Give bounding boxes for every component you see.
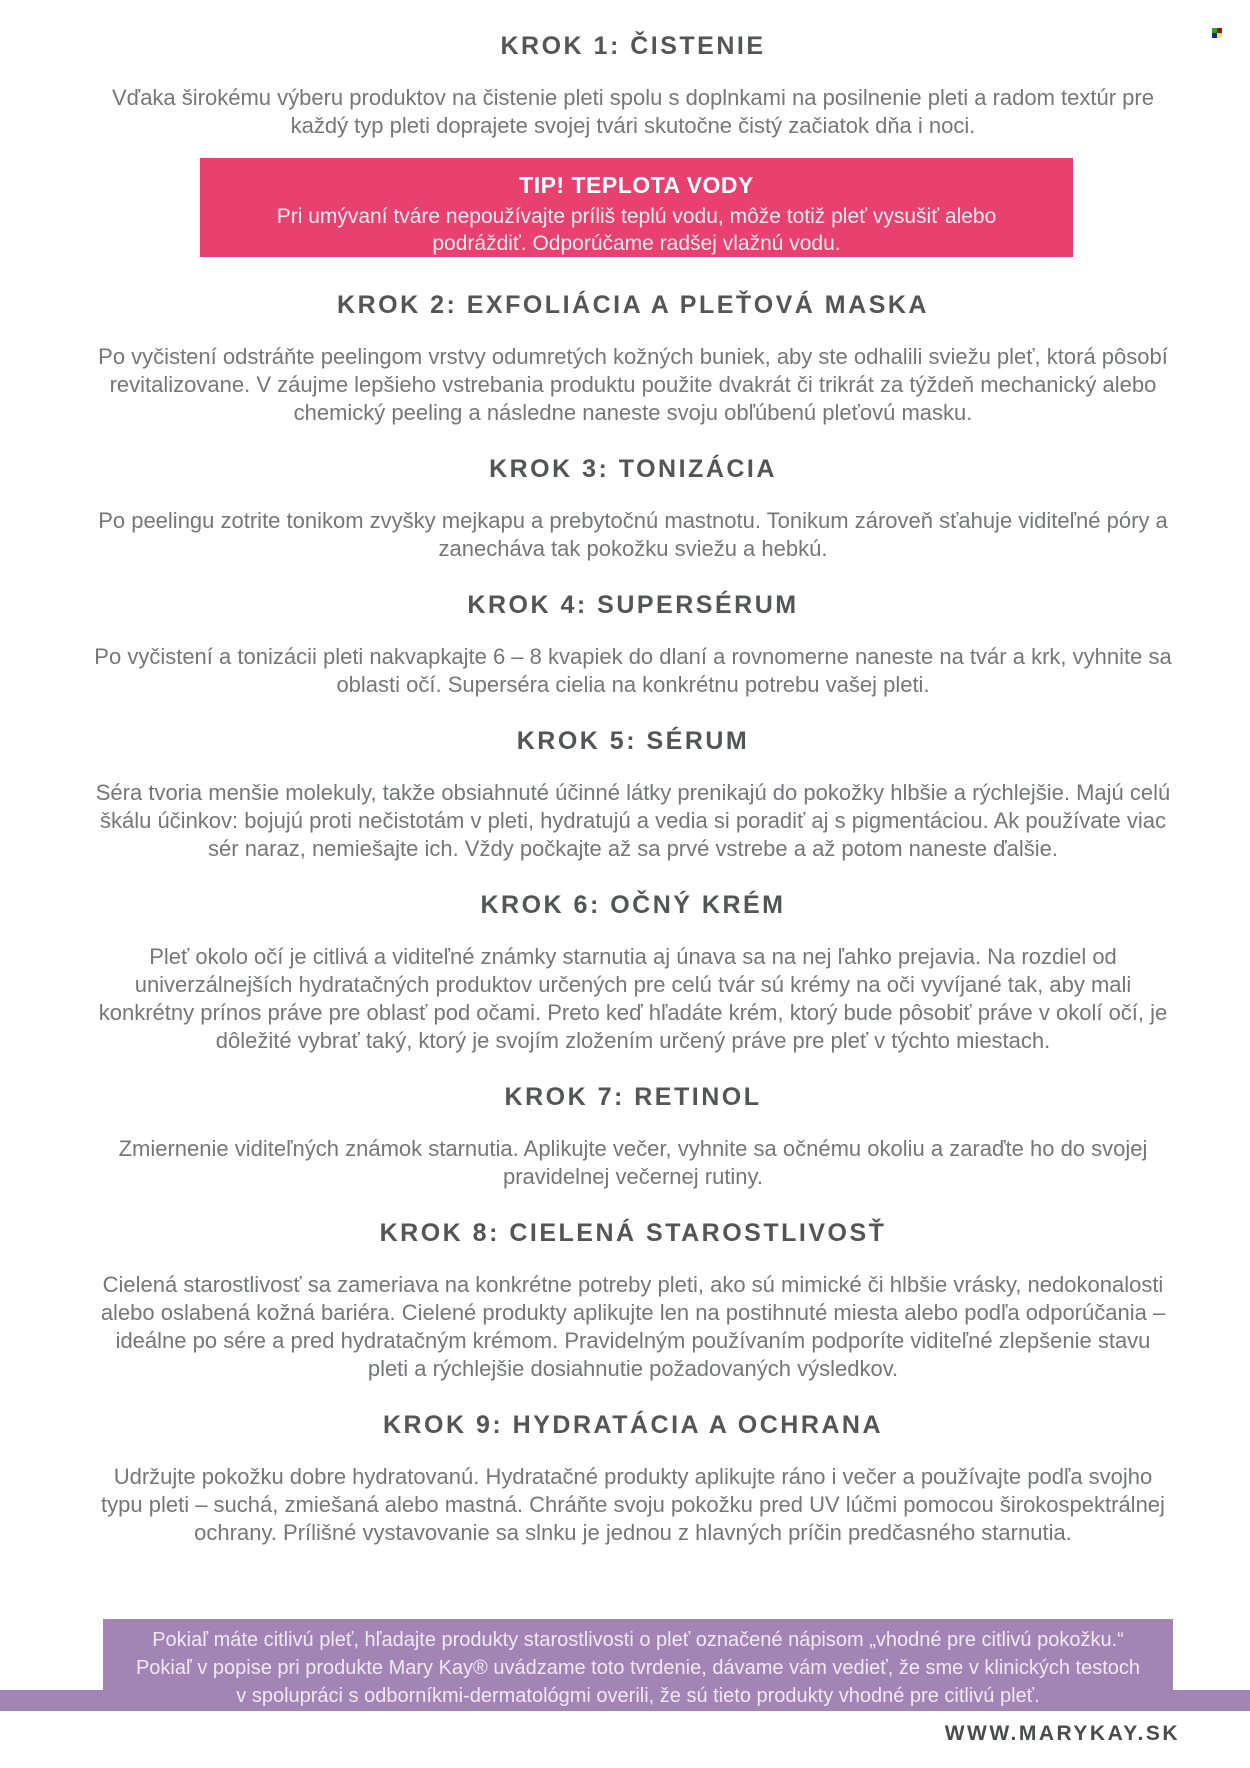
section-body-krok-6: Pleť okolo očí je citlivá a viditeľné známky starnutia aj únava sa na nej ľahko prejavia. Na rozdiel od univerzálnejších hydratačných produktov určených pre celú tvár sú krémy na oči vyvíjané tak, aby mali konkrétny prínos práve pre oblasť pod očami. Preto keď hľadáte krém, ktorý bude pôsobiť práve v okolí očí, je dôležité vybrať taký, ktorý je svojím zložením určený práve pre pleť v týchto miestach. bbox=[98, 944, 1168, 1053]
section-heading-krok-9: KROK 9: HYDRATÁCIA A OCHRANA bbox=[382, 1411, 884, 1439]
section-heading-krok-8: KROK 8: CIELENÁ STAROSTLIVOSŤ bbox=[379, 1219, 887, 1247]
section-heading-krok-7: KROK 7: RETINOL bbox=[504, 1083, 762, 1111]
color-grid-icon bbox=[1212, 28, 1222, 38]
tip-box-title: TIP! TEPLOTA VODY bbox=[519, 172, 754, 198]
section-body-krok-2: Po vyčistení odstráňte peelingom vrstvy odumretých kožných buniek, aby ste odhalili sviežu pleť, ktorá pôsobí revitalizovane. V záujme lepšieho vstrebania produktu použite dvakrát či trikrát za týždeň mechanický alebo chemický peeling a následne naneste svoju obľúbenú pleťovú masku. bbox=[98, 344, 1168, 425]
section-body-krok-9: Udržujte pokožku dobre hydratovanú. Hydratačné produkty aplikujte ráno i večer a používajte podľa svojho typu pleti – suchá, zmiešaná alebo mastná. Chráňte svoju pokožku pred UV lúčmi pomocou širokospektrálnej ochrany. Prílišné vystavovanie sa slnku je jednou z hlavných príčin predčasného starnutia. bbox=[101, 1464, 1165, 1545]
section-body-krok-1: Vďaka širokému výberu produktov na čistenie pleti spolu s doplnkami na posilnenie pleti a radom textúr pre každý typ pleti doprajete svojej tvári skutočne čistý začiatok dňa i noci. bbox=[112, 85, 1154, 138]
section-heading-krok-4: KROK 4: SUPERSÉRUM bbox=[467, 591, 799, 619]
section-heading-krok-3: KROK 3: TONIZÁCIA bbox=[489, 455, 777, 483]
sensitive-info-box bbox=[103, 1619, 1173, 1710]
sensitive-info-text: Pokiaľ máte citlivú pleť, hľadajte produkty starostlivosti o pleť označené nápisom „vhodné pre citlivú pokožku.“ Pokiaľ v popise pri produkte Mary Kay® uvádzame toto tvrdenie, dávame vám vedieť, že sme v klinických testoch v spolupráci s odborníkmi-dermatológmi overili, že sú tieto produkty vhodné pre citlivú pleť. bbox=[135, 1629, 1141, 1707]
section-body-krok-3: Po peelingu zotrite tonikom zvyšky mejkapu a prebytočnú mastnotu. Tonikum zároveň sťahuje viditeľné póry a zanecháva tak pokožku sviežu a hebkú. bbox=[98, 508, 1168, 561]
footer-website-link[interactable]: WWW.MARYKAY.SK bbox=[944, 1722, 1180, 1745]
section-body-krok-8: Cielená starostlivosť sa zameriava na konkrétne potreby pleti, ako sú mimické či hlbšie vrásky, nedokonalosti alebo oslabená kožná bariéra. Cielené produkty aplikujte len na postihnuté miesta alebo podľa odporúčania – ideálne po sére a pred hydratačným krémom. Pravidelným používaním podporíte viditeľné zlepšenie stavu pleti a rýchlejšie dosiahnutie požadovaných výsledkov. bbox=[100, 1272, 1166, 1381]
tip-box bbox=[200, 158, 1073, 257]
section-body-krok-5: Séra tvoria menšie molekuly, takže obsiahnuté účinné látky prenikajú do pokožky hlbšie a rýchlejšie. Majú celú škálu účinkov: bojujú proti nečistotám v pleti, hydratujú a vedia si poradiť aj s pigmentáciou. Ak používate viac sér naraz, nemiešajte ich. Vždy počkajte až sa prvé vstrebe a až potom naneste ďalšie. bbox=[95, 780, 1171, 861]
section-heading-krok-2: KROK 2: EXFOLIÁCIA A PLEŤOVÁ MASKA bbox=[337, 291, 929, 319]
section-body-krok-4: Po vyčistení a tonizácii pleti nakvapkajte 6 – 8 kvapiek do dlaní a rovnomerne naneste na tvár a krk, vyhnite sa oblasti očí. Superséra cielia na konkrétnu potrebu vašej pleti. bbox=[94, 644, 1172, 697]
section-heading-krok-6: KROK 6: OČNÝ KRÉM bbox=[480, 891, 786, 919]
section-body-krok-7: Zmiernenie viditeľných známok starnutia. Aplikujte večer, vyhnite sa očnému okoliu a zaraďte ho do svojej pravidelnej večernej rutiny. bbox=[118, 1136, 1148, 1189]
tip-box-body: Pri umývaní tváre nepoužívajte príliš teplú vodu, môže totiž pleť vysušiť alebo podráždiť. Odporúčame radšej vlažnú vodu. bbox=[276, 205, 997, 255]
color-grid-square-yellow bbox=[1217, 33, 1222, 38]
section-heading-krok-1: KROK 1: ČISTENIE bbox=[500, 32, 766, 60]
section-heading-krok-5: KROK 5: SÉRUM bbox=[516, 727, 750, 755]
